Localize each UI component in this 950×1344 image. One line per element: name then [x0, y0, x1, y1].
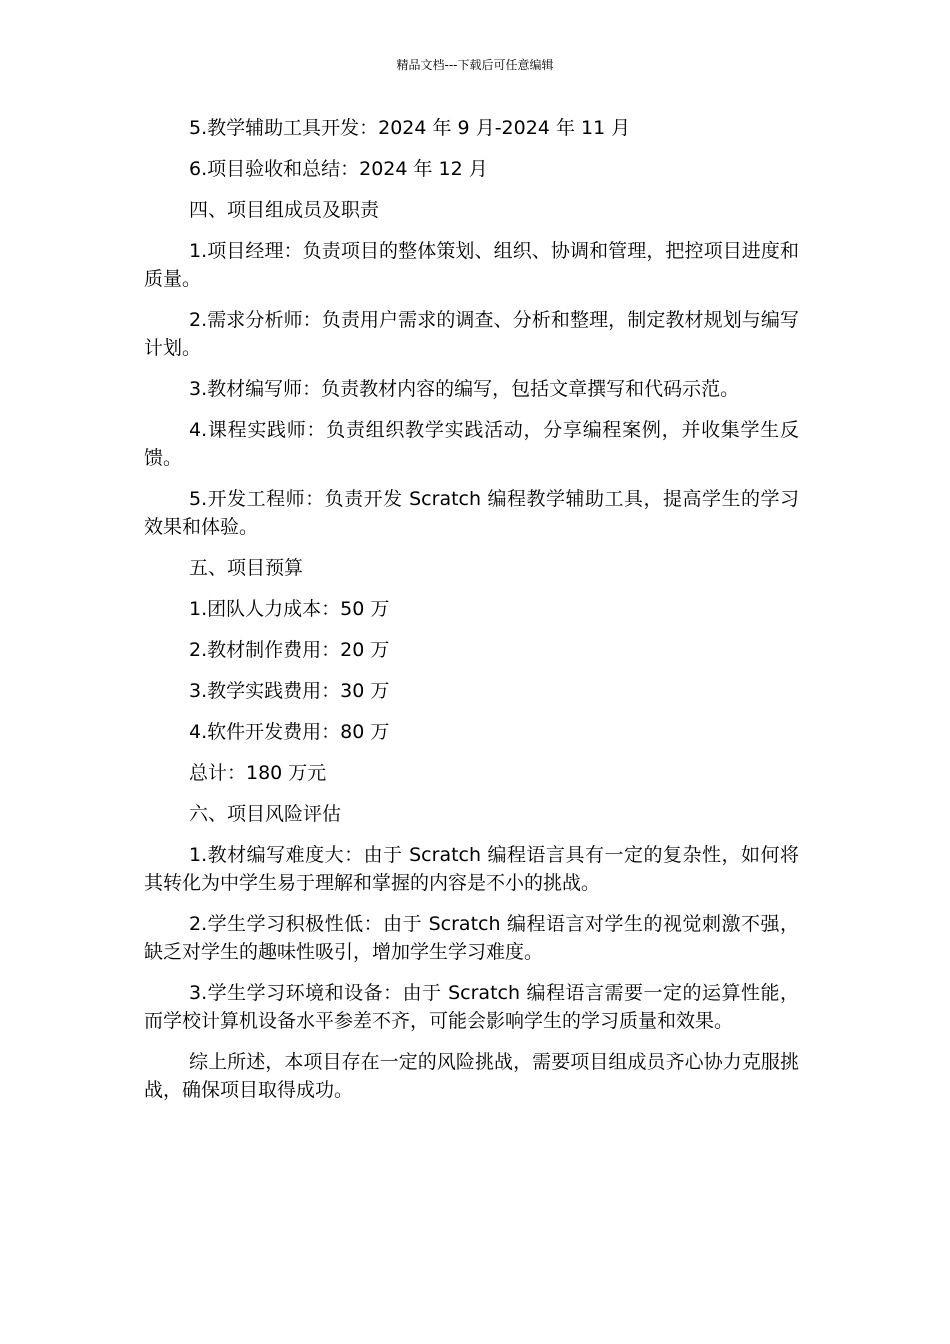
member-item-1: 1.项目经理：负责项目的整体策划、组织、协调和管理，把控项目进度和质量。	[144, 240, 799, 290]
member-item-4: 4.课程实践师：负责组织教学实践活动，分享编程案例，并收集学生反馈。	[144, 419, 799, 469]
member-item-5: 5.开发工程师：负责开发 Scratch 编程教学辅助工具，提高学生的学习效果和体验。	[144, 488, 799, 538]
page-header: 精品文档---下载后可任意编辑	[396, 58, 554, 72]
budget-item-2: 2.教材制作费用：20 万	[189, 639, 390, 661]
section-heading-risk: 六、项目风险评估	[189, 803, 342, 825]
member-item-3: 3.教材编写师：负责教材内容的编写，包括文章撰写和代码示范。	[189, 378, 740, 400]
budget-item-3: 3.教学实践费用：30 万	[189, 680, 390, 702]
document-body	[144, 114, 799, 1117]
risk-item-2: 2.学生学习积极性低：由于 Scratch 编程语言对学生的视觉刺激不强，缺乏对学生的趣味性吸引，增加学生学习难度。	[144, 913, 799, 963]
budget-item-4: 4.软件开发费用：80 万	[189, 721, 390, 743]
risk-item-1: 1.教材编写难度大：由于 Scratch 编程语言具有一定的复杂性，如何将其转化为中学生易于理解和掌握的内容是不小的挑战。	[144, 844, 799, 894]
budget-item-1: 1.团队人力成本：50 万	[189, 598, 390, 620]
section-heading-members: 四、项目组成员及职责	[189, 199, 380, 221]
schedule-item-5: 5.教学辅助工具开发：2024 年 9 月-2024 年 11 月	[189, 117, 631, 139]
budget-total: 总计：180 万元	[189, 762, 327, 784]
member-item-2: 2.需求分析师：负责用户需求的调查、分析和整理，制定教材规划与编写计划。	[144, 309, 799, 359]
conclusion-paragraph: 综上所述，本项目存在一定的风险挑战，需要项目组成员齐心协力克服挑战，确保项目取得成功。	[144, 1051, 799, 1101]
risk-item-3: 3.学生学习环境和设备：由于 Scratch 编程语言需要一定的运算性能，而学校计算机设备水平参差不齐，可能会影响学生的学习质量和效果。	[144, 982, 799, 1032]
section-heading-budget: 五、项目预算	[189, 557, 304, 579]
schedule-item-6: 6.项目验收和总结：2024 年 12 月	[189, 158, 488, 180]
